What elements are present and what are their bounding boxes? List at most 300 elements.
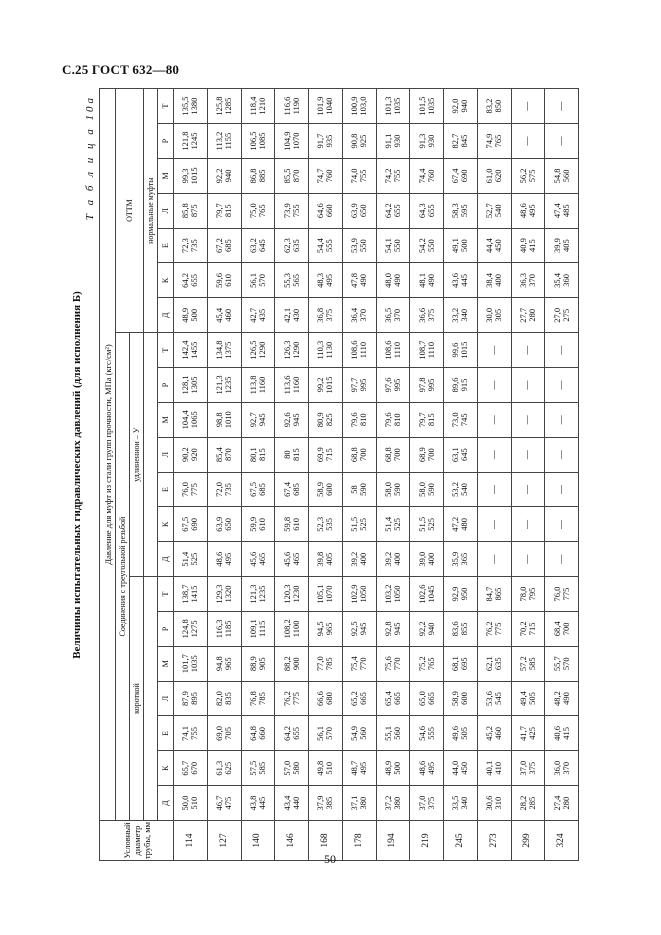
pressure-cell bbox=[376, 681, 410, 716]
pressure-cell bbox=[444, 751, 478, 786]
pressure-mpa: 69,9 bbox=[315, 447, 326, 463]
pressure-mpa: 59,9 bbox=[247, 516, 258, 532]
pressure-cell bbox=[309, 577, 343, 612]
pressure-mpa: 28,2 bbox=[517, 795, 528, 811]
pressure-kgf: 1035 bbox=[391, 97, 402, 115]
pressure-cell bbox=[477, 611, 511, 646]
pressure-kgf: 835 bbox=[223, 692, 234, 705]
pressure-kgf: 495 bbox=[526, 204, 537, 218]
group-header-long: Е bbox=[158, 472, 174, 507]
pressure-kgf: 1160 bbox=[256, 376, 267, 394]
pressure-mpa: 52,7 bbox=[484, 203, 495, 219]
pressure-cell bbox=[410, 542, 444, 577]
pressure-kgf: 505 bbox=[459, 727, 470, 740]
pressure-kgf: 685 bbox=[223, 239, 234, 252]
pressure-mpa: 49,8 bbox=[315, 760, 326, 776]
pressure-kgf: 1160 bbox=[290, 376, 301, 394]
pressure-kgf: 965 bbox=[324, 622, 335, 636]
pressure-cell bbox=[444, 228, 478, 263]
pressure-kgf: 935 bbox=[324, 134, 335, 148]
pressure-mpa: 58 bbox=[349, 485, 360, 494]
pressure-mpa: 45,6 bbox=[281, 551, 292, 567]
pressure-kgf: 765 bbox=[256, 204, 267, 218]
pressure-kgf: 450 bbox=[459, 761, 470, 775]
pressure-mpa: 56,2 bbox=[517, 168, 528, 184]
pressure-cell bbox=[207, 507, 241, 542]
pressure-cell bbox=[275, 577, 309, 612]
pressure-kgf: 690 bbox=[189, 517, 200, 531]
pressure-kgf: 560 bbox=[560, 169, 571, 183]
pressure-kgf: 815 bbox=[223, 204, 234, 218]
pressure-cell bbox=[275, 437, 309, 472]
pressure-kgf: 380 bbox=[358, 796, 369, 810]
pressure-mpa: 43,8 bbox=[247, 795, 258, 811]
pressure-cell bbox=[342, 333, 376, 368]
pressure-mpa: 92,2 bbox=[214, 168, 225, 184]
pressure-kgf: 370 bbox=[560, 761, 571, 775]
pressure-mpa: 76,8 bbox=[247, 691, 258, 706]
pressure-kgf: 620 bbox=[493, 169, 504, 183]
pressure-mpa: 59,8 bbox=[281, 516, 292, 532]
pressure-kgf: 715 bbox=[324, 448, 335, 462]
pressure-mpa: 108,6 bbox=[349, 340, 360, 360]
pressure-mpa: 79,6 bbox=[382, 412, 393, 428]
pressure-kgf: 795 bbox=[526, 587, 537, 601]
pressure-mpa: 48,6 bbox=[416, 760, 427, 776]
pressure-mpa: 33,5 bbox=[450, 795, 461, 811]
group-header-ottm: Е bbox=[158, 228, 174, 263]
pressure-kgf: 845 bbox=[459, 134, 470, 148]
pressure-cell bbox=[342, 89, 376, 124]
pressure-mpa: 64,6 bbox=[315, 203, 326, 219]
pressure-cell bbox=[545, 158, 579, 193]
pressure-cell bbox=[545, 472, 579, 507]
pressure-kgf: 490 bbox=[391, 274, 402, 287]
pressure-mpa: 80,1 bbox=[247, 447, 258, 463]
pressure-kgf: 825 bbox=[324, 413, 335, 427]
pressure-mpa: 121,3 bbox=[247, 584, 258, 604]
pressure-cell bbox=[174, 786, 208, 821]
pressure-mpa: 85,8 bbox=[180, 203, 191, 219]
pressure-kgf: 1235 bbox=[256, 585, 267, 603]
pressure-kgf: 370 bbox=[526, 274, 537, 287]
pressure-cell bbox=[207, 193, 241, 228]
pressure-cell bbox=[174, 124, 208, 159]
pressure-kgf: 375 bbox=[324, 308, 335, 322]
pressure-kgf: 415 bbox=[560, 727, 571, 740]
pressure-cell bbox=[376, 716, 410, 751]
pressure-mpa: 30,6 bbox=[484, 795, 495, 811]
pressure-mpa: 42,1 bbox=[281, 307, 292, 323]
pressure-kgf: 1050 bbox=[391, 585, 402, 603]
pressure-kgf: 945 bbox=[358, 622, 369, 636]
pressure-mpa: 30,0 bbox=[484, 307, 495, 323]
pressure-mpa: 36,8 bbox=[315, 307, 326, 323]
pressure-mpa: 44,4 bbox=[484, 238, 495, 254]
pressure-mpa: 53,9 bbox=[349, 238, 360, 254]
pressure-mpa: 126,5 bbox=[247, 340, 258, 360]
pressure-cell bbox=[241, 228, 275, 263]
pressure-cell bbox=[174, 158, 208, 193]
pressure-mpa: 39,0 bbox=[416, 551, 427, 567]
pressure-cell bbox=[309, 716, 343, 751]
pressure-mpa: 35,9 bbox=[450, 551, 461, 567]
pressure-mpa: 76,0 bbox=[180, 482, 191, 497]
pressure-cell bbox=[477, 298, 511, 333]
pressure-mpa: 37,1 bbox=[349, 795, 360, 811]
pressure-cell bbox=[241, 124, 275, 159]
pressure-dash: — bbox=[556, 484, 567, 494]
pressure-dash: — bbox=[556, 450, 567, 460]
pressure-mpa: 58,0 bbox=[382, 482, 393, 497]
pressure-kgf: 655 bbox=[425, 204, 436, 218]
pressure-kgf: 465 bbox=[256, 552, 267, 566]
pressure-kgf: 1190 bbox=[290, 97, 301, 115]
pressure-kgf: 945 bbox=[391, 622, 402, 636]
pressure-cell bbox=[342, 577, 376, 612]
pressure-kgf: 495 bbox=[223, 552, 234, 566]
pressure-cell bbox=[444, 298, 478, 333]
pressure-cell bbox=[477, 193, 511, 228]
pressure-kgf: 700 bbox=[560, 622, 571, 636]
pressure-dash: — bbox=[556, 345, 567, 355]
pressure-cell bbox=[309, 263, 343, 298]
pressure-kgf: 280 bbox=[526, 308, 537, 322]
pressure-kgf: 650 bbox=[223, 517, 234, 531]
pressure-mpa: 88,2 bbox=[281, 656, 292, 672]
pressure-cell bbox=[545, 681, 579, 716]
pressure-mpa: 48,2 bbox=[551, 691, 562, 706]
pressure-mpa: 113,6 bbox=[281, 375, 292, 395]
pressure-cell bbox=[444, 193, 478, 228]
header-short-pad bbox=[144, 577, 158, 821]
pressure-mpa: 39,9 bbox=[551, 238, 562, 254]
pressure-kgf: 505 bbox=[526, 692, 537, 705]
pressure-cell bbox=[410, 402, 444, 437]
pressure-mpa: 92,6 bbox=[281, 412, 292, 428]
pressure-kgf: 465 bbox=[290, 552, 301, 566]
pressure-kgf: 810 bbox=[391, 413, 402, 427]
diameter-cell: 140 bbox=[241, 821, 275, 861]
pressure-cell bbox=[241, 507, 275, 542]
pressure-dash: — bbox=[556, 380, 567, 390]
pressure-mpa: 64,2 bbox=[281, 725, 292, 741]
pressure-cell bbox=[342, 193, 376, 228]
pressure-mpa: 58,3 bbox=[450, 203, 461, 219]
pressure-kgf: 635 bbox=[493, 657, 504, 671]
pressure-mpa: 101,7 bbox=[180, 654, 191, 674]
pressure-kgf: 885 bbox=[256, 169, 267, 183]
table-row bbox=[241, 89, 275, 861]
diameter-cell: 194 bbox=[376, 821, 410, 861]
group-header-ottm: Т bbox=[158, 89, 174, 124]
pressure-kgf: 655 bbox=[290, 727, 301, 740]
pressure-mpa: 36,6 bbox=[416, 307, 427, 323]
pressure-mpa: 59,6 bbox=[214, 272, 225, 288]
pressure-mpa: 43,6 bbox=[450, 272, 461, 288]
pressure-mpa: 74,9 bbox=[484, 133, 495, 149]
pressure-mpa: 84,7 bbox=[484, 586, 495, 602]
pressure-kgf: 560 bbox=[358, 727, 369, 740]
pressure-cell bbox=[410, 681, 444, 716]
pressure-kgf: 1305 bbox=[189, 376, 200, 394]
pressure-table bbox=[99, 88, 579, 861]
pressure-kgf: 375 bbox=[526, 761, 537, 775]
pressure-cell bbox=[376, 786, 410, 821]
pressure-kgf: 500 bbox=[189, 308, 200, 322]
pressure-mpa: 108,6 bbox=[382, 340, 393, 360]
pressure-mpa: 91,7 bbox=[315, 133, 326, 149]
pressure-mpa: 35,4 bbox=[551, 272, 562, 288]
pressure-kgf: 1070 bbox=[290, 132, 301, 150]
pressure-mpa: 68,8 bbox=[349, 447, 360, 463]
pressure-cell bbox=[309, 646, 343, 681]
pressure-cell bbox=[309, 89, 343, 124]
pressure-dash: — bbox=[488, 380, 499, 390]
pressure-kgf: 280 bbox=[560, 796, 571, 810]
pressure-kgf: 635 bbox=[290, 239, 301, 252]
header-elongated-pad bbox=[144, 333, 158, 577]
pressure-kgf: 930 bbox=[425, 134, 436, 148]
pressure-mpa: 74,4 bbox=[416, 168, 427, 184]
pressure-mpa: 45,6 bbox=[247, 551, 258, 567]
pressure-cell bbox=[342, 298, 376, 333]
pressure-kgf: 595 bbox=[459, 204, 470, 218]
pressure-mpa: 120,3 bbox=[281, 584, 292, 604]
pressure-kgf: 655 bbox=[189, 274, 200, 287]
pressure-mpa: 110,3 bbox=[315, 340, 326, 360]
pressure-cell bbox=[241, 751, 275, 786]
pressure-kgf: 590 bbox=[425, 483, 436, 496]
pressure-kgf: 920 bbox=[189, 448, 200, 462]
pressure-mpa: 49,1 bbox=[450, 238, 461, 254]
pressure-kgf: 1155 bbox=[223, 132, 234, 150]
pressure-mpa: 98,8 bbox=[214, 412, 225, 428]
pressure-mpa: 58,9 bbox=[315, 482, 326, 497]
pressure-cell bbox=[342, 263, 376, 298]
pressure-mpa: 97,7 bbox=[349, 377, 360, 393]
pressure-cell bbox=[545, 89, 579, 124]
pressure-cell bbox=[376, 472, 410, 507]
pressure-kgf: 485 bbox=[560, 204, 571, 218]
pressure-cell bbox=[511, 263, 545, 298]
pressure-cell bbox=[444, 611, 478, 646]
pressure-mpa: 80,9 bbox=[315, 412, 326, 428]
pressure-kgf: 745 bbox=[459, 413, 470, 427]
pressure-cell bbox=[342, 646, 376, 681]
pressure-kgf: 600 bbox=[459, 692, 470, 705]
pressure-kgf: 585 bbox=[526, 657, 537, 671]
pressure-kgf: 365 bbox=[459, 552, 470, 566]
pressure-mpa: 101,3 bbox=[382, 96, 393, 116]
header-ottm: ОТТМ bbox=[116, 89, 144, 333]
pressure-mpa: 36,3 bbox=[517, 272, 528, 288]
table-row bbox=[545, 89, 579, 861]
pressure-dash: — bbox=[522, 345, 533, 355]
pressure-kgf: 875 bbox=[189, 204, 200, 218]
pressure-dash: — bbox=[488, 519, 499, 529]
pressure-mpa: 77,0 bbox=[315, 656, 326, 672]
pressure-mpa: 80 bbox=[281, 450, 292, 459]
pressure-mpa: 43,4 bbox=[281, 795, 292, 811]
pressure-mpa: 75,6 bbox=[382, 656, 393, 672]
pressure-mpa: 54,4 bbox=[315, 238, 326, 254]
pressure-mpa: 99,6 bbox=[450, 342, 461, 358]
pressure-kgf: 1010 bbox=[223, 411, 234, 429]
pressure-cell bbox=[545, 611, 579, 646]
pressure-kgf: 550 bbox=[425, 239, 436, 252]
pressure-kgf: 460 bbox=[223, 308, 234, 322]
pressure-kgf: 1015 bbox=[189, 167, 200, 185]
pressure-cell bbox=[444, 577, 478, 612]
pressure-mpa: 64,2 bbox=[180, 272, 191, 288]
pressure-mpa: 91,3 bbox=[416, 133, 427, 149]
pressure-mpa: 48,9 bbox=[382, 760, 393, 776]
pressure-mpa: 37,0 bbox=[416, 795, 427, 811]
pressure-kgf: 590 bbox=[391, 483, 402, 496]
pressure-mpa: 61,0 bbox=[484, 168, 495, 184]
pressure-mpa: 64,3 bbox=[416, 203, 427, 219]
pressure-kgf: 490 bbox=[358, 274, 369, 287]
table-number: Т а б л и ц а 10а bbox=[84, 95, 96, 221]
pressure-kgf: 500 bbox=[391, 761, 402, 775]
pressure-cell bbox=[174, 333, 208, 368]
group-header-long: Д bbox=[158, 542, 174, 577]
pressure-mpa: 64,8 bbox=[247, 725, 258, 741]
pressure-mpa: 124,8 bbox=[180, 619, 191, 639]
pressure-cell bbox=[511, 333, 545, 368]
header-triangular: Соединения с треугольной резьбой bbox=[116, 333, 130, 821]
pressure-mpa: 54,9 bbox=[349, 725, 360, 741]
pressure-kgf: 665 bbox=[358, 692, 369, 705]
pressure-kgf: 655 bbox=[391, 204, 402, 218]
header-pressure: Давление для муфт из стали групп прочности, МПа (кгс/см²) bbox=[100, 89, 116, 821]
pressure-cell bbox=[342, 611, 376, 646]
pressure-kgf: 940 bbox=[425, 622, 436, 636]
pressure-mpa: 48,7 bbox=[349, 760, 360, 776]
pressure-cell bbox=[376, 402, 410, 437]
pressure-cell bbox=[545, 646, 579, 681]
pressure-mpa: 72,3 bbox=[180, 238, 191, 254]
pressure-mpa: 58,0 bbox=[416, 482, 427, 497]
pressure-kgf: 600 bbox=[324, 483, 335, 496]
pressure-cell bbox=[410, 333, 444, 368]
pressure-kgf: 1275 bbox=[189, 620, 200, 638]
pressure-cell bbox=[174, 577, 208, 612]
pressure-cell bbox=[444, 507, 478, 542]
pressure-mpa: 102,6 bbox=[416, 584, 427, 604]
pressure-kgf: 815 bbox=[256, 448, 267, 462]
group-header-long: М bbox=[158, 402, 174, 437]
pressure-cell bbox=[174, 368, 208, 403]
pressure-cell bbox=[275, 89, 309, 124]
rotated-table-block bbox=[71, 89, 579, 861]
pressure-cell bbox=[309, 402, 343, 437]
pressure-kgf: 995 bbox=[425, 378, 436, 392]
pressure-mpa: 76,0 bbox=[551, 586, 562, 602]
pressure-mpa: 92,0 bbox=[450, 98, 461, 114]
pressure-mpa: 57,2 bbox=[517, 656, 528, 672]
pressure-kgf: 755 bbox=[189, 727, 200, 740]
pressure-mpa: 126,3 bbox=[281, 340, 292, 360]
pressure-mpa: 63,2 bbox=[247, 238, 258, 254]
pressure-cell bbox=[207, 263, 241, 298]
pressure-kgf: 1185 bbox=[223, 620, 234, 638]
pressure-kgf: 590 bbox=[358, 483, 369, 496]
pressure-kgf: 965 bbox=[223, 657, 234, 671]
pressure-mpa: 78,0 bbox=[517, 586, 528, 602]
table-row bbox=[477, 89, 511, 861]
pressure-mpa: 76,2 bbox=[484, 621, 495, 637]
pressure-mpa: 67,4 bbox=[281, 482, 292, 497]
group-header-long: К bbox=[158, 507, 174, 542]
pressure-mpa: 129,3 bbox=[214, 584, 225, 604]
pressure-cell bbox=[410, 124, 444, 159]
pressure-mpa: 99,2 bbox=[315, 377, 326, 393]
pressure-mpa: 45,4 bbox=[214, 307, 225, 323]
pressure-kgf: 405 bbox=[324, 552, 335, 566]
pressure-kgf: 1035 bbox=[189, 655, 200, 673]
pressure-cell bbox=[241, 89, 275, 124]
pressure-cell bbox=[309, 228, 343, 263]
pressure-cell bbox=[410, 646, 444, 681]
pressure-kgf: 945 bbox=[290, 413, 301, 427]
pressure-mpa: 48,6 bbox=[517, 203, 528, 219]
pressure-mpa: 27,4 bbox=[551, 795, 562, 811]
pressure-cell bbox=[241, 193, 275, 228]
pressure-cell bbox=[545, 193, 579, 228]
pressure-mpa: 85,5 bbox=[281, 168, 292, 184]
pressure-dash: — bbox=[556, 519, 567, 529]
pressure-mpa: 62,3 bbox=[281, 238, 292, 254]
pressure-mpa: 108,7 bbox=[416, 340, 427, 360]
diameter-cell: 273 bbox=[477, 821, 511, 861]
pressure-mpa: 51,4 bbox=[180, 551, 191, 567]
pressure-kgf: 1375 bbox=[223, 341, 234, 359]
pressure-kgf: 490 bbox=[425, 274, 436, 287]
pressure-kgf: 770 bbox=[391, 657, 402, 671]
pressure-cell bbox=[410, 716, 444, 751]
pressure-mpa: 72,0 bbox=[214, 482, 225, 497]
pressure-kgf: 360 bbox=[560, 274, 571, 287]
table-row bbox=[342, 89, 376, 861]
pressure-cell bbox=[444, 681, 478, 716]
pressure-kgf: 950 bbox=[459, 587, 470, 601]
pressure-kgf: 700 bbox=[391, 448, 402, 462]
pressure-kgf: 385 bbox=[324, 796, 335, 810]
pressure-kgf: 450 bbox=[493, 239, 504, 252]
pressure-kgf: 400 bbox=[358, 552, 369, 566]
pressure-cell bbox=[207, 681, 241, 716]
pressure-mpa: 55,3 bbox=[281, 272, 292, 288]
pressure-mpa: 92,7 bbox=[247, 412, 258, 428]
pressure-kgf: 755 bbox=[391, 169, 402, 183]
pressure-kgf: 815 bbox=[425, 413, 436, 427]
pressure-mpa: 85,4 bbox=[214, 447, 225, 463]
pressure-kgf: 400 bbox=[493, 274, 504, 287]
pressure-cell bbox=[241, 577, 275, 612]
pressure-kgf: 525 bbox=[425, 517, 436, 531]
diameter-cell: 146 bbox=[275, 821, 309, 861]
pressure-kgf: 870 bbox=[223, 448, 234, 462]
pressure-cell bbox=[444, 402, 478, 437]
pressure-cell bbox=[511, 507, 545, 542]
pressure-kgf: 1110 bbox=[391, 341, 402, 359]
pressure-mpa: 101,5 bbox=[416, 96, 427, 116]
pressure-kgf: 560 bbox=[391, 727, 402, 740]
pressure-cell bbox=[511, 89, 545, 124]
pressure-mpa: 39,2 bbox=[349, 551, 360, 567]
